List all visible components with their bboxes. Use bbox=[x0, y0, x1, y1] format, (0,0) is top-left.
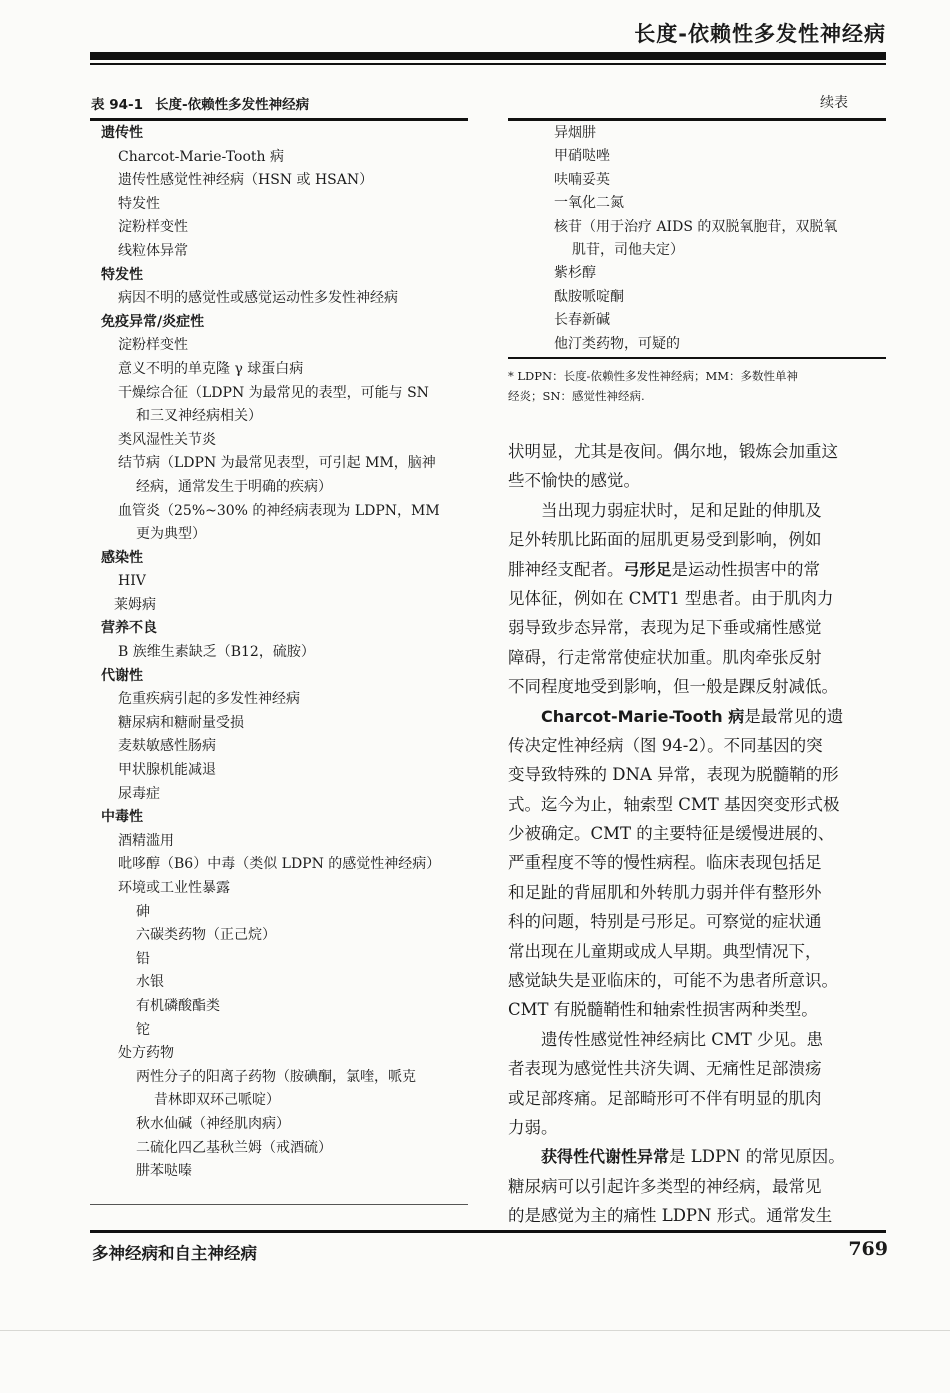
body-text-line bbox=[508, 848, 888, 877]
footnote-line: 经炎；SN：感觉性神经病. bbox=[508, 389, 645, 403]
table-entry: 异烟肼 bbox=[554, 125, 596, 141]
text-run: 少被确定。CMT 的主要特征是缓慢进展的、 bbox=[508, 824, 835, 844]
text-run: 常出现在儿童期或成人早期。典型情况下， bbox=[508, 941, 822, 961]
table-category-heading: 遗传性 bbox=[101, 125, 143, 141]
table-entry: 他汀类药物，可疑的 bbox=[554, 335, 680, 352]
body-text-line bbox=[508, 760, 888, 789]
body-text-line bbox=[508, 1025, 888, 1054]
table-entry: 呋喃妥英 bbox=[554, 171, 610, 188]
table-entry: 铊 bbox=[136, 1021, 150, 1038]
table-entry: 肼苯哒嗪 bbox=[136, 1163, 192, 1180]
table-entry: 六碳类药物（正己烷） bbox=[136, 927, 276, 944]
body-text-line bbox=[508, 437, 888, 466]
body-text-line bbox=[508, 525, 888, 554]
table-category-heading: 感染性 bbox=[101, 549, 143, 566]
table-number: 表 94-1 bbox=[91, 97, 143, 113]
table-entry: 危重疾病引起的多发性神经病 bbox=[118, 691, 300, 708]
body-text-line bbox=[508, 731, 888, 760]
table-entry: 意义不明的单克隆 γ 球蛋白病 bbox=[118, 360, 304, 377]
table-entry: 一氧化二氮 bbox=[554, 195, 624, 212]
body-text-line bbox=[508, 1201, 888, 1230]
scan-edge bbox=[0, 1330, 950, 1331]
table-right-column bbox=[508, 122, 888, 356]
body-text-line bbox=[508, 966, 888, 995]
body-text-line bbox=[508, 937, 888, 966]
text-run: 见体征，例如在 CMT1 型患者。由于肌肉力 bbox=[508, 588, 834, 608]
table-title: 长度-依赖性多发性神经病 bbox=[154, 97, 310, 113]
table-category-heading: 营养不良 bbox=[101, 620, 157, 637]
text-run: 足外转肌比跖面的屈肌更易受到影响，例如 bbox=[508, 530, 822, 550]
body-text-line bbox=[508, 995, 888, 1024]
table-entry: 吡哆醇（B6）中毒（类似 LDPN 的感觉性神经病） bbox=[118, 856, 441, 873]
table-continued-top-rule bbox=[508, 118, 886, 121]
table-entry: 铅 bbox=[136, 950, 150, 967]
table-entry: 和三叉神经病相关） bbox=[136, 408, 262, 425]
table-entry: 病因不明的感觉性或感觉运动性多发性神经病 bbox=[118, 290, 398, 307]
body-text-line bbox=[508, 907, 888, 936]
text-run: 腓神经支配者。 bbox=[508, 559, 624, 579]
table-bottom-rule bbox=[90, 1204, 468, 1205]
table-entry: 更为典型） bbox=[136, 526, 206, 543]
table-entry: 核苷（用于治疗 AIDS 的双脱氧胞苷，双脱氧 bbox=[554, 218, 838, 235]
table-entry: 有机磷酸酯类 bbox=[136, 997, 220, 1014]
running-header-title: 长度-依赖性多发性神经病 bbox=[634, 22, 886, 46]
table-entry: 砷 bbox=[136, 903, 150, 920]
text-run: 是 LDPN 的常见原因。 bbox=[669, 1147, 845, 1167]
text-run: 或足部疼痛。足部畸形可不伴有明显的肌肉 bbox=[508, 1088, 822, 1108]
table-entry: 麦麸敏感性肠病 bbox=[118, 738, 216, 755]
body-text-line bbox=[508, 555, 888, 584]
header-rule bbox=[90, 52, 886, 60]
text-run: 者表现为感觉性共济失调、无痛性足部溃疡 bbox=[508, 1059, 822, 1079]
table-entry: 淀粉样变性 bbox=[118, 337, 188, 354]
table-entry: 甲硝哒唑 bbox=[554, 148, 610, 165]
bold-term: Charcot-Marie-Tooth 病 bbox=[541, 706, 745, 726]
table-entry: 特发性 bbox=[118, 195, 160, 212]
table-entry: 甲状腺机能减退 bbox=[118, 762, 216, 779]
body-text-line bbox=[508, 496, 888, 525]
table-entry: 尿毒症 bbox=[118, 785, 160, 802]
text-run: 力弱。 bbox=[508, 1117, 558, 1137]
footer-rule bbox=[90, 1230, 886, 1233]
body-text-line bbox=[508, 643, 888, 672]
table-entry: 肌苷，司他夫定） bbox=[572, 241, 684, 258]
table-entry: 紫杉醇 bbox=[554, 265, 596, 282]
text-run: 变导致特殊的 DNA 异常，表现为脱髓鞘的形 bbox=[508, 765, 839, 785]
body-text-line bbox=[508, 1142, 888, 1171]
body-text-line bbox=[508, 878, 888, 907]
text-run: 是运动性损害中的常 bbox=[671, 559, 821, 579]
text-run: CMT 有脱髓鞘性和轴索性损害两种类型。 bbox=[508, 1000, 818, 1020]
table-entry: 长春新碱 bbox=[554, 312, 610, 329]
table-entry: 经病，通常发生于明确的疾病） bbox=[136, 478, 332, 495]
table-category-heading: 代谢性 bbox=[101, 667, 143, 684]
table-continued-bottom-rule bbox=[508, 357, 886, 359]
bold-term: 弓形足 bbox=[623, 559, 672, 579]
page-number: 769 bbox=[848, 1238, 888, 1260]
text-run: 遗传性感觉性神经病比 CMT 少见。患 bbox=[541, 1029, 824, 1049]
table-top-rule bbox=[90, 118, 468, 121]
body-text-line bbox=[508, 613, 888, 642]
body-text-column bbox=[508, 437, 888, 1231]
text-run: 是最常见的遗 bbox=[744, 706, 844, 726]
table-entry: 两性分子的阳离子药物（胺碘酮，氯喹，哌克 bbox=[136, 1068, 416, 1085]
table-continued-label: 续表 bbox=[820, 95, 848, 111]
text-run: 感觉缺失是亚临床的，可能不为患者所意识。 bbox=[508, 971, 838, 991]
text-run: 传决定性神经病（图 94-2）。不同基因的突 bbox=[508, 735, 823, 755]
table-left-column bbox=[90, 122, 470, 1184]
table-category-heading: 特发性 bbox=[101, 266, 143, 283]
table-entry: Charcot-Marie-Tooth 病 bbox=[118, 148, 284, 165]
table-category-heading: 中毒性 bbox=[101, 809, 143, 826]
body-text-line bbox=[508, 1113, 888, 1142]
body-text-line bbox=[508, 1172, 888, 1201]
table-entry: B 族维生素缺乏（B12，硫胺） bbox=[118, 644, 315, 661]
table-entry: 水银 bbox=[136, 974, 164, 991]
body-text-line bbox=[508, 790, 888, 819]
text-run: 和足趾的背屈肌和外转肌力弱并伴有整形外 bbox=[508, 882, 822, 902]
footnote-line: * LDPN：长度-依赖性多发性神经病；MM：多数性单神 bbox=[508, 369, 798, 383]
text-run: 不同程度地受到影响，但一般是踝反射减低。 bbox=[508, 677, 838, 697]
table-entry: 环境或工业性暴露 bbox=[118, 880, 230, 896]
table-entry: 遗传性感觉性神经病（HSN 或 HSAN） bbox=[118, 172, 374, 189]
table-entry: 处方药物 bbox=[118, 1045, 174, 1062]
table-entry: 酒精滥用 bbox=[118, 832, 174, 849]
table-entry: 淀粉样变性 bbox=[118, 219, 188, 236]
table-entry: 血管炎（25%~30% 的神经病表现为 LDPN，MM bbox=[118, 502, 440, 519]
table-entry: 莱姆病 bbox=[114, 596, 156, 613]
text-run: 严重程度不等的慢性病程。临床表现包括足 bbox=[508, 853, 822, 873]
table-entry: HIV bbox=[118, 573, 146, 590]
bold-term: 获得性代谢性异常 bbox=[541, 1147, 670, 1167]
text-run: 式。迄今为止，轴索型 CMT 基因突变形式极 bbox=[508, 794, 840, 814]
table-entry: 线粒体异常 bbox=[118, 242, 188, 259]
table-category-heading: 免疫异常/炎症性 bbox=[101, 313, 205, 330]
text-run: 当出现力弱症状时，足和足趾的伸肌及 bbox=[541, 500, 822, 520]
table-entry: 糖尿病和糖耐量受损 bbox=[118, 714, 244, 731]
text-run: 糖尿病可以引起许多类型的神经病，最常见 bbox=[508, 1176, 822, 1196]
text-run: 状明显，尤其是夜间。偶尔地，锻炼会加重这 bbox=[508, 442, 838, 461]
text-run: 的是感觉为主的痛性 LDPN 形式。通常发生 bbox=[508, 1206, 833, 1226]
table-entry: 类风湿性关节炎 bbox=[118, 431, 216, 448]
body-text-line bbox=[508, 584, 888, 613]
body-text-line bbox=[508, 819, 888, 848]
table-entry: 昔林即双环己哌啶） bbox=[154, 1092, 280, 1109]
table-entry: 秋水仙碱（神经肌肉病） bbox=[136, 1115, 290, 1132]
table-entry: 二硫化四乙基秋兰姆（戒酒硫） bbox=[136, 1139, 332, 1156]
table-caption bbox=[91, 93, 309, 113]
body-text-line bbox=[508, 672, 888, 701]
text-run: 些不愉快的感觉。 bbox=[508, 471, 640, 491]
table-footnote bbox=[508, 366, 888, 406]
body-text-line bbox=[508, 1054, 888, 1083]
body-text-line bbox=[508, 466, 888, 495]
text-run: 科的问题，特别是弓形足。可察觉的症状通 bbox=[508, 912, 822, 932]
text-run: 障碍，行走常常使症状加重。肌肉牵张反射 bbox=[508, 647, 822, 667]
table-entry: 干燥综合征（LDPN 为最常见的表型，可能与 SN bbox=[118, 384, 429, 401]
text-run: 弱导致步态异常，表现为足下垂或痛性感觉 bbox=[508, 618, 822, 638]
header-rule-thin bbox=[90, 63, 886, 65]
running-footer-title: 多神经病和自主神经病 bbox=[92, 1244, 257, 1263]
body-text-line bbox=[508, 702, 888, 731]
table-entry: 结节病（LDPN 为最常见表型，可引起 MM，脑神 bbox=[118, 455, 436, 472]
table-entry: 酞胺哌啶酮 bbox=[554, 288, 624, 305]
body-text-line bbox=[508, 1084, 888, 1113]
